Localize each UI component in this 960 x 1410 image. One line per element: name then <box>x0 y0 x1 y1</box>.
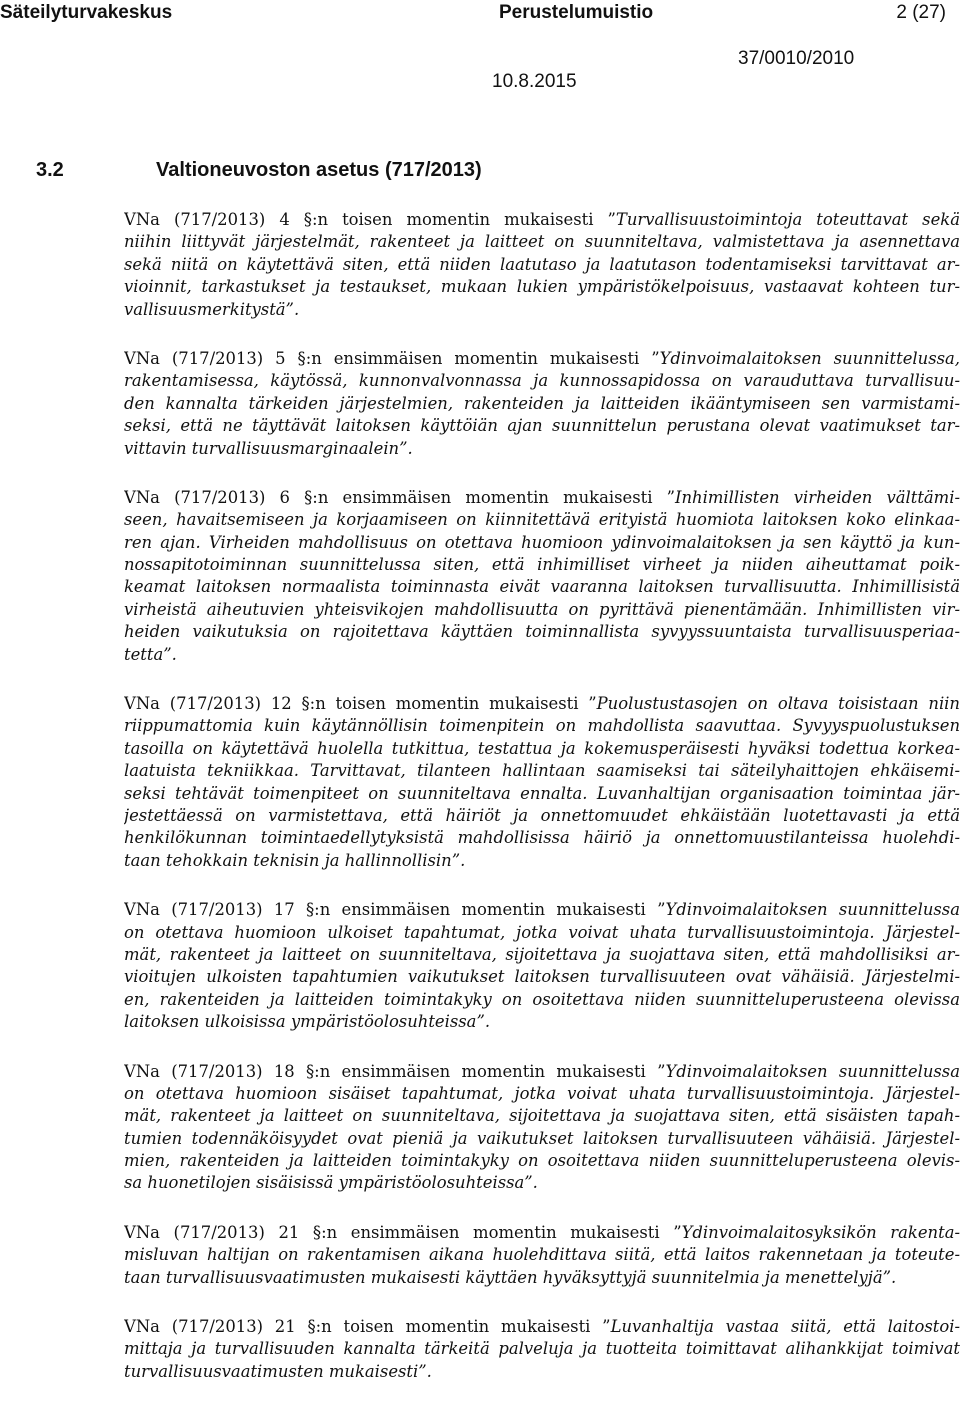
text-line <box>124 621 960 643</box>
text-line <box>124 1361 960 1383</box>
quoted-text: laatuista tekniikkaa. Tarvittavat, tilanteen hallintaan saamiseksi tai säteilyhaittojen ehkäisemi- <box>124 761 960 781</box>
plain-text: VNa (717/2013) 6 §:n ensimmäisen momentin mukaisesti ” <box>124 487 675 507</box>
text-line <box>124 276 960 298</box>
quoted-text: mien, rakenteiden ja laitteiden toimintakyky on osoitettava niiden suunnitteluperusteena olevis- <box>124 1151 960 1171</box>
text-line <box>124 1244 960 1266</box>
quoted-text: heiden vaikutuksia on rajoitettava käyttäen toiminnallista syvyyssuuntaista turvallisuusperiaa- <box>124 622 960 642</box>
quoted-text: Turvallisuustoimintoja toteuttavat sekä <box>615 210 960 229</box>
quoted-text: rakentamisessa, käytössä, kunnonvalvonnassa ja kunnossapidossa on varauduttava turvallisuu- <box>124 371 960 391</box>
paragraph <box>124 899 960 1033</box>
text-line <box>124 209 960 231</box>
quoted-text: seen, havaitsemiseen ja korjaamiseen on kiinnitettävä erityistä huomiota laitoksen koko elinkaa- <box>124 510 960 530</box>
text-line <box>124 693 960 715</box>
text-line <box>124 254 960 276</box>
quoted-text: den kannalta tärkeiden järjestelmien, rakenteiden ja laitteiden ikääntymiseen sen varmistami- <box>124 393 960 413</box>
text-line <box>124 532 960 554</box>
quoted-text: Ydinvoimalaitoksen suunnittelussa <box>665 1061 960 1081</box>
quoted-text: henkilökunnan toimintaedellytyksistä mahdollisissa häiriö ja onnettomuustilanteissa huolehdi- <box>124 828 960 848</box>
plain-text: VNa (717/2013) 21 §:n ensimmäisen momentin mukaisesti ” <box>124 1222 682 1242</box>
quoted-text: en, rakenteiden ja laitteiden toimintakyky on osoitettava niiden suunnitteluperusteena olevissa <box>124 989 960 1009</box>
quoted-text: vallisuusmerkitystä”. <box>124 299 300 319</box>
quoted-text: jestettäessä on varmistettava, että häiriöt ja onnettomuudet ehkäistään luotettavasti ja että <box>124 805 960 825</box>
text-line <box>124 760 960 782</box>
quoted-text: turvallisuusvaatimusten mukaisesti”. <box>124 1361 432 1381</box>
paragraph <box>124 693 960 872</box>
quoted-text: vioitujen ulkoisten tapahtumien vaikutukset laitoksen turvallisuuteen ovat vähäisiä. Järjestelmi- <box>124 967 960 987</box>
quoted-text: tetta”. <box>124 644 177 664</box>
text-line <box>124 487 960 509</box>
quoted-text: vittavin turvallisuusmarginaalein”. <box>124 438 413 458</box>
text-line <box>124 1083 960 1105</box>
text-line <box>124 715 960 737</box>
quoted-text: keamat laitoksen normaalista toiminnasta eivät vaaranna laitoksen turvallisuutta. Inhimillisistä <box>124 577 960 597</box>
page-number: 2 (27) <box>896 2 946 23</box>
quoted-text: Ydinvoimalaitoksen suunnittelussa <box>665 900 960 920</box>
text-line <box>124 922 960 944</box>
text-line <box>124 370 960 392</box>
quoted-text: virheistä aiheutuvien yhteisvikojen mahdollisuutta on pyrittävä pienentämään. Inhimillisten vir- <box>124 599 960 619</box>
quoted-text: sekä niitä on käytettävä siten, että niiden laatutaso ja laatutason todentamiseksi tarvittavat ar- <box>124 254 960 274</box>
text-line <box>124 1172 960 1194</box>
text-line <box>124 850 960 872</box>
text-line <box>124 1222 960 1244</box>
text-line <box>124 415 960 437</box>
text-line <box>124 899 960 921</box>
quoted-text: Ydinvoimalaitosyksikön rakenta- <box>681 1222 960 1242</box>
plain-text: VNa (717/2013) 18 §:n ensimmäisen momentin mukaisesti ” <box>124 1061 666 1081</box>
quoted-text: taan turvallisuusvaatimusten mukaisesti käyttäen hyväksyttyjä suunnitelmia ja menettelyjä”. <box>124 1267 897 1287</box>
text-line <box>124 231 960 253</box>
text-line <box>124 1061 960 1083</box>
text-line <box>124 1338 960 1360</box>
quoted-text: Puolustustasojen on oltava toisistaan niin <box>596 694 960 714</box>
document-body <box>124 209 960 1410</box>
paragraph <box>124 209 960 321</box>
quoted-text: tumien todennäköisyydet ovat pieniä ja vaikutukset laitoksen turvallisuuteen vähäisiä. Järjestel- <box>124 1128 960 1148</box>
text-line <box>124 783 960 805</box>
quoted-text: Inhimillisten virheiden välttämi- <box>675 487 960 507</box>
quoted-text: ren ajan. Virheiden mahdollisuus on otettava huomioon ydinvoimalaitoksen ja sen käyttö ja kun- <box>124 532 960 552</box>
section-title: Valtioneuvoston asetus (717/2013) <box>156 159 482 181</box>
text-line <box>124 599 960 621</box>
quoted-text: seksi, että ne täyttävät laitoksen käyttöiän ajan suunnittelun perustana olevat vaatimukset tar- <box>124 416 960 436</box>
plain-text: VNa (717/2013) 21 §:n toisen momentin mukaisesti ” <box>124 1317 611 1337</box>
document-reference: 37/0010/2010 <box>738 48 855 69</box>
quoted-text: mät, rakenteet ja laitteet on suunniteltava, sijoitettava ja suojattava siten, että sisäisten tapah- <box>124 1106 960 1126</box>
quoted-text: mät, rakenteet ja laitteet on suunniteltava, sijoitettava ja suojattava siten, että mahdollisiksi ar- <box>124 944 960 964</box>
text-line <box>124 554 960 576</box>
paragraph <box>124 1222 960 1289</box>
quoted-text: seksi tehtävät toimenpiteet on suunniteltava ennalta. Luvanhaltijan organisaation toimintaa jär- <box>124 783 960 803</box>
quoted-text: riippumattomia kuin käytännöllisin toimenpitein on mahdollista saavuttaa. Syvyyspuolustuksen <box>124 716 960 736</box>
text-line <box>124 1316 960 1338</box>
quoted-text: niihin liittyvät järjestelmät, rakenteet ja laitteet on suunniteltava, valmistettava ja asennettava <box>124 232 960 252</box>
text-line <box>124 1128 960 1150</box>
text-line <box>124 393 960 415</box>
quoted-text: on otettava huomioon ulkoiset tapahtumat, jotka voivat uhata turvallisuustoimintoja. Järjestel- <box>124 922 960 942</box>
text-line <box>124 299 960 321</box>
text-line <box>124 576 960 598</box>
quoted-text: tasoilla on käytettävä huolella tutkittua, testattua ja kokemusperäisesti hyväksi todettua korkea- <box>124 738 960 758</box>
document-date: 10.8.2015 <box>492 71 577 92</box>
quoted-text: vioinnit, tarkastukset ja testaukset, mukaan lukien ympäristökelpoisuus, vastaavat kohteen tur- <box>124 277 960 297</box>
text-line <box>124 989 960 1011</box>
document-type: Perustelumuistio <box>499 2 654 23</box>
paragraph <box>124 1061 960 1195</box>
text-line <box>124 644 960 666</box>
text-line <box>124 1150 960 1172</box>
paragraph <box>124 348 960 460</box>
paragraph <box>124 487 960 666</box>
text-line <box>124 509 960 531</box>
quoted-text: sa huonetilojen sisäisissä ympäristöolosuhteissa”. <box>124 1173 538 1193</box>
text-line <box>124 738 960 760</box>
plain-text: VNa (717/2013) 5 §:n ensimmäisen momentin mukaisesti ” <box>124 348 660 368</box>
plain-text: VNa (717/2013) 12 §:n toisen momentin mukaisesti ” <box>124 694 597 714</box>
text-line <box>124 1105 960 1127</box>
plain-text: VNa (717/2013) 4 §:n toisen momentin mukaisesti ” <box>124 210 616 229</box>
quoted-text: nossapitotoiminnan suunnittelussa siten, että inhimilliset virheet ja niiden aiheuttamat poik- <box>124 555 960 575</box>
section-heading <box>36 159 482 182</box>
quoted-text: on otettava huomioon sisäiset tapahtumat, jotka voivat uhata turvallisuustoimintoja. Järjestel- <box>124 1083 960 1103</box>
text-line <box>124 944 960 966</box>
quoted-text: laitoksen ulkoisissa ympäristöolosuhteissa”. <box>124 1012 491 1032</box>
text-line <box>124 805 960 827</box>
page-header <box>0 0 960 130</box>
text-line <box>124 438 960 460</box>
quoted-text: taan tehokkain teknisin ja hallinnollisin”. <box>124 850 466 870</box>
section-number: 3.2 <box>36 159 64 181</box>
text-line <box>124 1267 960 1289</box>
plain-text: VNa (717/2013) 17 §:n ensimmäisen momentin mukaisesti ” <box>124 900 666 920</box>
text-line <box>124 827 960 849</box>
quoted-text: Luvanhaltija vastaa siitä, että laitostoi- <box>610 1317 960 1337</box>
quoted-text: Ydinvoimalaitoksen suunnittelussa, <box>659 348 960 368</box>
paragraph <box>124 1316 960 1383</box>
quoted-text: mittaja ja turvallisuuden kannalta tärkeitä palveluja ja tuotteita toimittavat alihankkijat toimivat <box>124 1339 960 1359</box>
text-line <box>124 348 960 370</box>
text-line <box>124 966 960 988</box>
organization-name: Säteilyturvakeskus <box>0 2 173 23</box>
text-line <box>124 1011 960 1033</box>
quoted-text: misluvan haltijan on rakentamisen aikana huolehdittava siitä, että laitos rakennetaan ja toteute- <box>124 1245 960 1265</box>
